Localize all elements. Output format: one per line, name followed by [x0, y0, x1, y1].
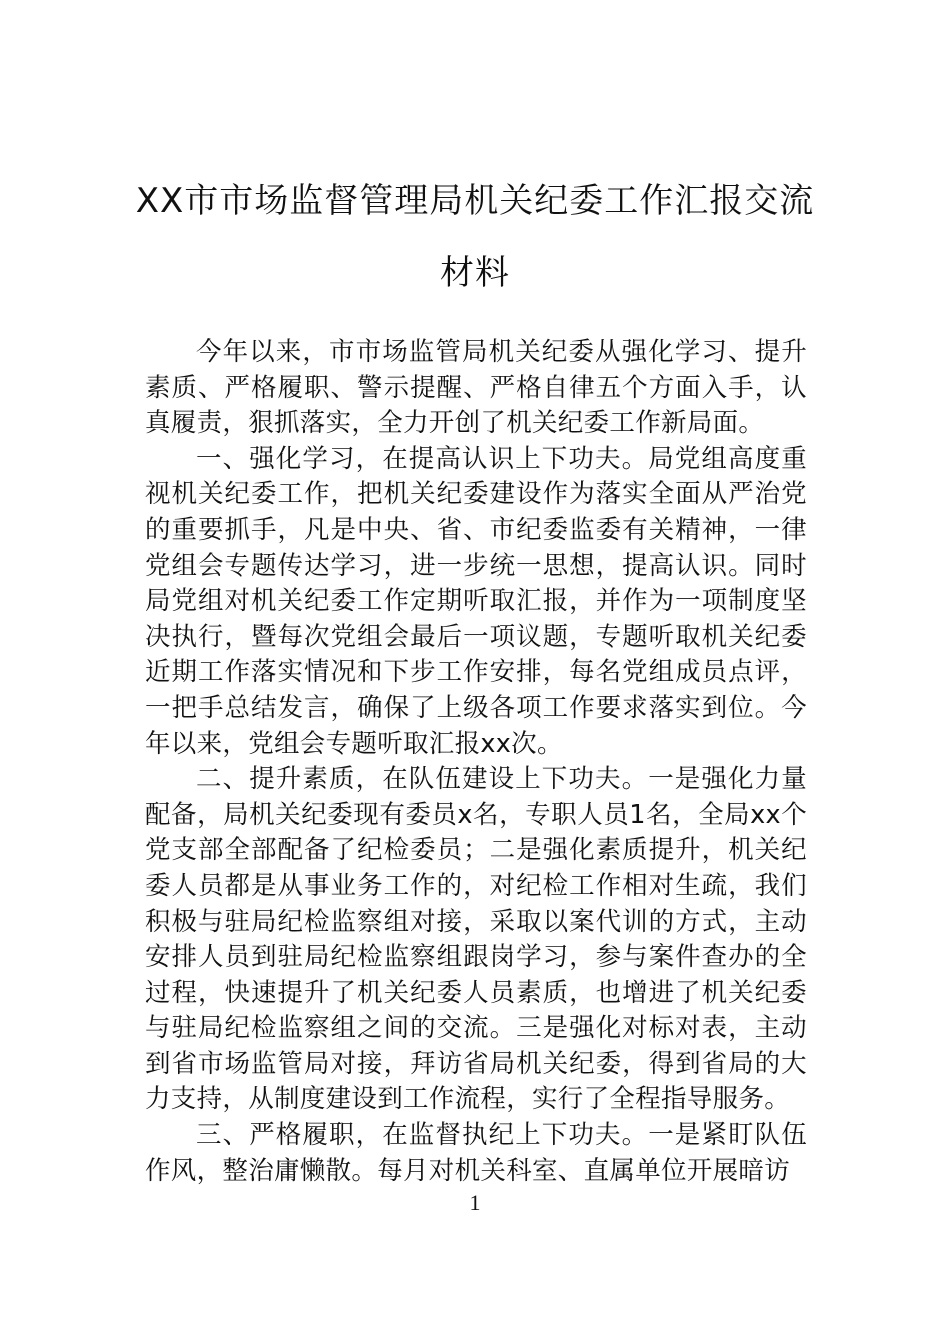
paragraph-section-3: 三、严格履职，在监督执纪上下功夫。一是紧盯队伍作风，整治庸懒散。每月对机关科室、直属单位开展暗访 [145, 1120, 807, 1186]
document-title: XX市市场监督管理局机关纪委工作汇报交流材料 [135, 181, 815, 293]
document-body [145, 335, 807, 1189]
paragraph-section-2: 二、提升素质，在队伍建设上下功夫。一是强化力量配备，局机关纪委现有委员x名，专职人员1名，全局xx个党支部全部配备了纪检委员；二是强化素质提升，机关纪委人员都是从事业务工作的，对纪检工作相对生疏，我们积极与驻局纪检监察组对接，采取以案代训的方式，主动安排人员到驻局纪检监察组跟岗学习，参与案件查办的全过程，快速提升了机关纪委人员素质，也增进了机关纪委与驻局纪检监察组之间的交流。三是强化对标对表，主动到省市场监管局对接，拜访省局机关纪委，得到省局的大力支持，从制度建设到工作流程，实行了全程指导服务。 [145, 764, 807, 1115]
paragraph-section-1: 一、强化学习，在提高认识上下功夫。局党组高度重视机关纪委工作，把机关纪委建设作为落实全面从严治党的重要抓手，凡是中央、省、市纪委监委有关精神，一律党组会专题传达学习，进一步统一思想，提高认识。同时局党组对机关纪委工作定期听取汇报，并作为一项制度坚决执行，暨每次党组会最后一项议题，专题听取机关纪委近期工作落实情况和下步工作安排，每名党组成员点评，一把手总结发言，确保了上级各项工作要求落实到位。今年以来，党组会专题听取汇报xx次。 [145, 443, 807, 759]
paragraph-intro: 今年以来，市市场监管局机关纪委从强化学习、提升素质、严格履职、警示提醒、严格自律五个方面入手，认真履责，狠抓落实，全力开创了机关纪委工作新局面。 [145, 337, 807, 439]
page-number: 1 [469, 1190, 481, 1215]
